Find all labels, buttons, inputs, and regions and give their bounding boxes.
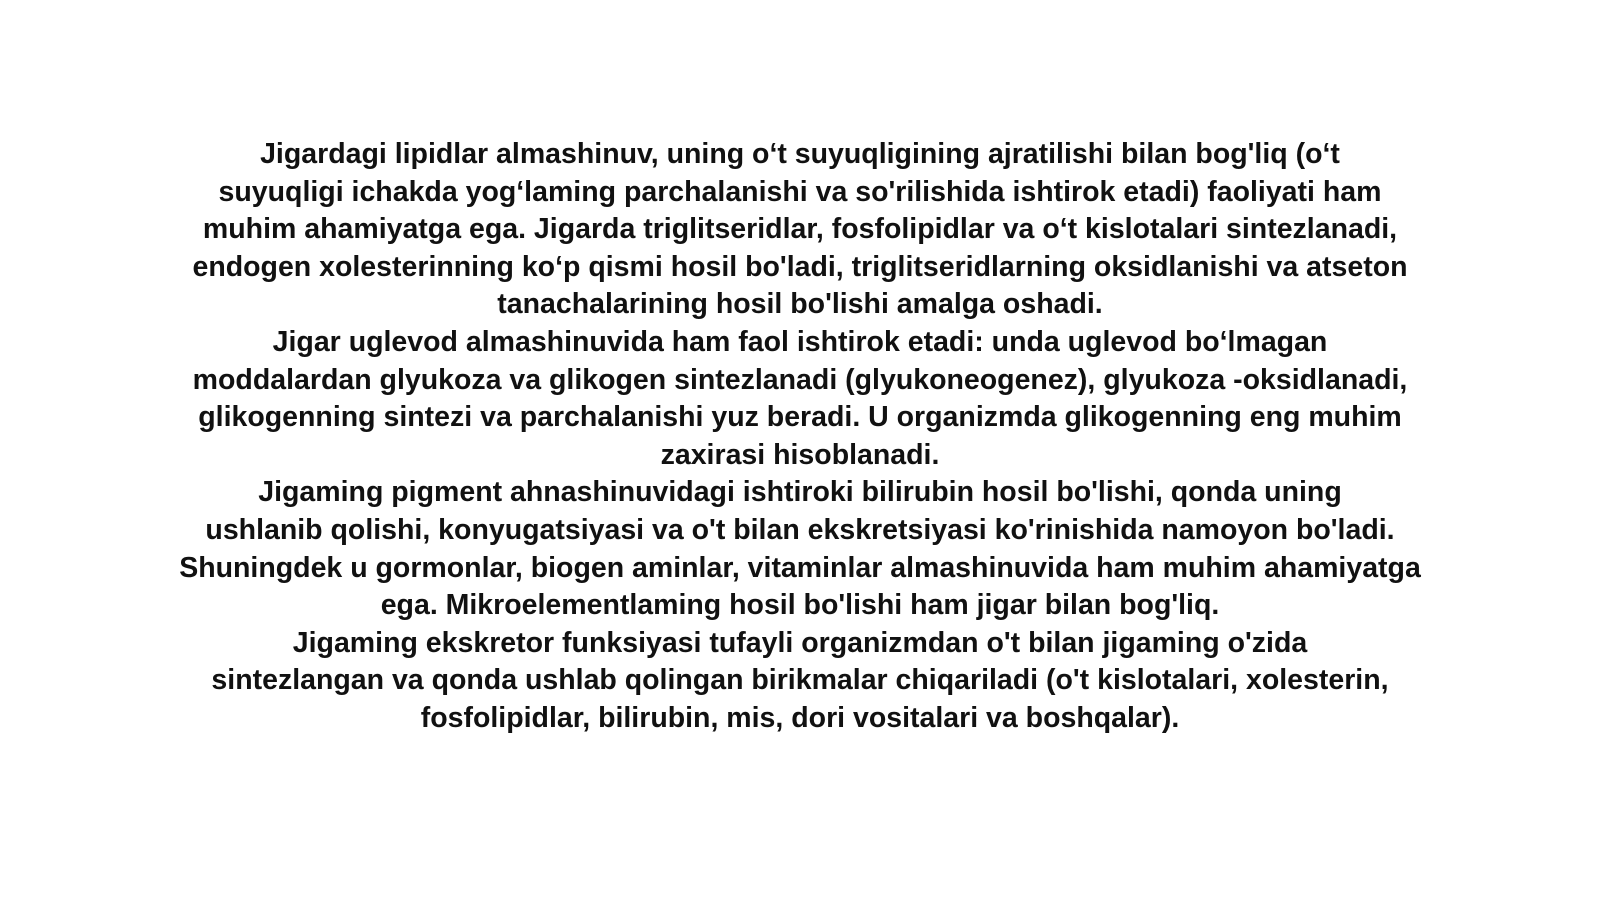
paragraph-excretory-function — [105, 625, 1495, 738]
text-line: ega. Mikroelementlaming hosil bo'lishi ham jigar bilan bog'liq. — [380, 589, 1220, 622]
text-line: Jigar uglevod almashinuvida ham faol ishtirok etadi: unda uglevod bo‘lmagan — [272, 325, 1328, 358]
text-block — [105, 136, 1495, 738]
text-line: zaxirasi hisoblanadi. — [660, 438, 940, 471]
paragraph-pigment-metabolism — [105, 474, 1495, 624]
paragraph-lipid-metabolism — [105, 136, 1495, 324]
text-line: fosfolipidlar, bilirubin, mis, dori vositalari va boshqalar). — [420, 701, 1180, 734]
text-line: Jigaming ekskretor funksiyasi tufayli organizmdan o't bilan jigaming o'zida — [292, 626, 1308, 659]
text-line: muhim ahamiyatga ega. Jigarda triglitseridlar, fosfolipidlar va o‘t kislotalari sintezlanadi, — [202, 213, 1398, 246]
text-line: Jigaming pigment ahnashinuvidagi ishtiroki bilirubin hosil bo'lishi, qonda uning — [258, 476, 1342, 509]
text-line: Jigardagi lipidlar almashinuv, uning o‘t suyuqligining ajratilishi bilan bog'liq (o‘t — [260, 138, 1340, 170]
text-line: glikogenning sintezi va parchalanishi yuz beradi. U organizmda glikogenning eng muhim — [198, 401, 1402, 434]
paragraph-carbohydrate-metabolism — [105, 324, 1495, 474]
text-line: Shuningdek u gormonlar, biogen aminlar, vitaminlar almashinuvida ham muhim ahamiyatga — [179, 551, 1421, 584]
text-line: suyuqligi ichakda yog‘laming parchalanishi va so'rilishida ishtirok etadi) faoliyati ham — [218, 175, 1382, 208]
text-line: tanachalarining hosil bo'lishi amalga oshadi. — [497, 288, 1103, 321]
text-line: endogen xolesterinning ko‘p qismi hosil bo'ladi, triglitseridlarning oksidlanishi va atseton — [192, 250, 1408, 283]
text-line: sintezlangan va qonda ushlab qolingan birikmalar chiqariladi (o't kislotalari, xolesterin, — [211, 664, 1389, 697]
text-line: ushlanib qolishi, konyugatsiyasi va o't bilan ekskretsiyasi ko'rinishida namoyon bo'ladi. — [205, 513, 1395, 546]
text-line: moddalardan glyukoza va glikogen sintezlanadi (glyukoneogenez), glyukoza -oksidlanadi, — [192, 363, 1408, 396]
